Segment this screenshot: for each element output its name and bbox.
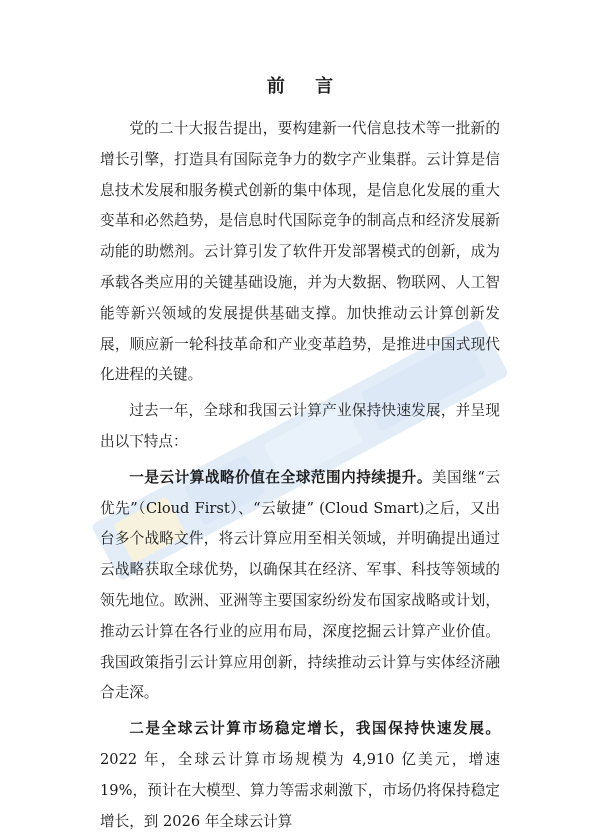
paragraph-text: 2022 年，全球云计算市场规模为 4,910 亿美元，增速 19%，预计在大模型、算力等需求刺激下，市场仍将保持稳定增长，到 2026 年全球云计算	[100, 750, 500, 830]
paragraph	[100, 714, 500, 837]
paragraph-lead: 二是全球云计算市场稳定增长，我国保持快速发展。	[129, 720, 500, 738]
paragraph	[100, 114, 500, 391]
paragraph	[100, 396, 500, 458]
paragraph-lead: 一是云计算战略价值在全球范围内持续提升。	[129, 468, 432, 486]
paragraph-text: 过去一年，全球和我国云计算产业保持快速发展，并呈现出以下特点：	[100, 402, 500, 450]
paragraph-text: 党的二十大报告提出，要构建新一代信息技术等一批新的增长引擎，打造具有国际竞争力的数字产业集群。云计算是信息技术发展和服务模式创新的集中体现，是信息化发展的重大变革和必然趋势，是信息时代国际竞争的制高点和经济发展新动能的助燃剂。云计算引发了软件开发部署模式的创新，成为承载各类应用的关键基础设施，并为大数据、物联网、人工智能等新兴领域的发展提供基础支撑。加快推动云计算创新发展，顺应新一轮科技革命和产业变革趋势，是推进中国式现代化进程的关键。	[100, 120, 500, 384]
paragraph-text: 美国继“云优先”（Cloud First）、“云敏捷” (Cloud Smart)之后，又出台多个战略文件，将云计算应用至相关领域，并明确提出通过云战略获取全球优势，以确保其在经济、军事、科技等领域的领先地位。欧洲、亚洲等主要国家纷纷发布国家战略或计划，推动云计算在各行业的应用布局，深度挖掘云计算产业价值。我国政策指引云计算应用创新，持续推动云计算与实体经济融合走深。	[100, 468, 500, 702]
document-title: 前 言	[266, 76, 346, 97]
paragraph	[100, 463, 500, 709]
